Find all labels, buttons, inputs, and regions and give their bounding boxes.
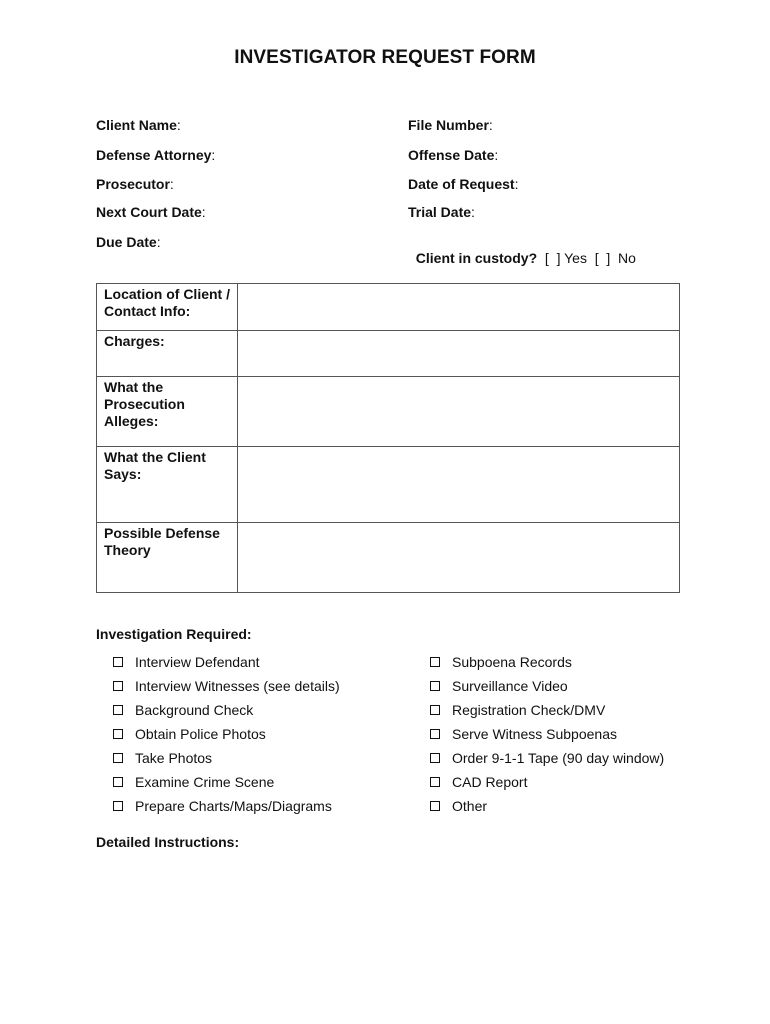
prosecutor-label: Prosecutor [96, 176, 170, 192]
prosecution-alleges-label: What the Prosecution Alleges: [97, 377, 238, 447]
checkbox-icon[interactable] [430, 729, 440, 739]
check-cad-report[interactable]: CAD Report [430, 774, 527, 790]
detailed-instructions-heading: Detailed Instructions: [96, 834, 240, 850]
defense-attorney-field[interactable]: Defense Attorney: [96, 147, 216, 163]
defense-attorney-label: Defense Attorney [96, 147, 212, 163]
client-in-custody-label: Client in custody? [415, 250, 538, 266]
check-registration-dmv[interactable]: Registration Check/DMV [430, 702, 605, 718]
offense-date-label: Offense Date [408, 147, 495, 163]
table-row [97, 447, 680, 523]
checkbox-icon[interactable] [113, 777, 123, 787]
investigation-heading: Investigation Required: [96, 626, 252, 642]
check-examine-crime-scene[interactable]: Examine Crime Scene [113, 774, 274, 790]
defense-theory-label: Possible Defense Theory [97, 523, 238, 593]
offense-date-field[interactable]: Offense Date: [408, 147, 499, 163]
location-contact-input[interactable] [238, 284, 680, 331]
checkbox-icon[interactable] [430, 705, 440, 715]
check-take-photos[interactable]: Take Photos [113, 750, 212, 766]
check-subpoena-records[interactable]: Subpoena Records [430, 654, 572, 670]
table-row [97, 331, 680, 377]
checkbox-icon[interactable] [430, 681, 440, 691]
check-interview-defendant[interactable]: Interview Defendant [113, 654, 260, 670]
checkbox-icon[interactable] [430, 801, 440, 811]
checkbox-icon[interactable] [113, 729, 123, 739]
table-row [97, 284, 680, 331]
client-says-input[interactable] [238, 447, 680, 523]
checkbox-icon[interactable] [113, 681, 123, 691]
charges-input[interactable] [238, 331, 680, 377]
table-row [97, 377, 680, 447]
charges-label: Charges: [97, 331, 238, 377]
next-court-date-field[interactable]: Next Court Date: [96, 204, 206, 220]
trial-date-field[interactable]: Trial Date: [408, 204, 475, 220]
trial-date-label: Trial Date [408, 204, 472, 220]
check-other[interactable]: Other [430, 798, 487, 814]
check-prepare-charts[interactable]: Prepare Charts/Maps/Diagrams [113, 798, 332, 814]
case-info-table [96, 283, 680, 593]
client-says-label: What the Client Says: [97, 447, 238, 523]
check-order-911-tape[interactable]: Order 9-1-1 Tape (90 day window) [430, 750, 664, 766]
form-title: INVESTIGATOR REQUEST FORM [234, 47, 536, 68]
check-background-check[interactable]: Background Check [113, 702, 253, 718]
client-name-label: Client Name [96, 117, 177, 133]
checkbox-icon[interactable] [430, 657, 440, 667]
checkbox-icon[interactable] [113, 657, 123, 667]
check-obtain-police-photos[interactable]: Obtain Police Photos [113, 726, 266, 742]
date-of-request-label: Date of Request [408, 176, 515, 192]
checkbox-icon[interactable] [430, 777, 440, 787]
date-of-request-field[interactable]: Date of Request: [408, 176, 519, 192]
checkbox-icon[interactable] [113, 753, 123, 763]
due-date-field[interactable]: Due Date: [96, 234, 161, 250]
prosecutor-field[interactable]: Prosecutor: [96, 176, 174, 192]
custody-options[interactable]: [ ] Yes [ ] No [544, 250, 636, 266]
client-in-custody-field[interactable] [408, 234, 636, 266]
client-name-field[interactable]: Client Name: [96, 117, 181, 133]
checkbox-icon[interactable] [113, 801, 123, 811]
location-contact-label: Location of Client / Contact Info: [97, 284, 238, 331]
checkbox-icon[interactable] [430, 753, 440, 763]
check-surveillance-video[interactable]: Surveillance Video [430, 678, 568, 694]
check-serve-witness-subpoenas[interactable]: Serve Witness Subpoenas [430, 726, 617, 742]
due-date-label: Due Date [96, 234, 157, 250]
file-number-label: File Number [408, 117, 489, 133]
table-row [97, 523, 680, 593]
checkbox-icon[interactable] [113, 705, 123, 715]
prosecution-alleges-input[interactable] [238, 377, 680, 447]
file-number-field[interactable]: File Number: [408, 117, 493, 133]
defense-theory-input[interactable] [238, 523, 680, 593]
next-court-date-label: Next Court Date [96, 204, 202, 220]
check-interview-witnesses[interactable]: Interview Witnesses (see details) [113, 678, 340, 694]
